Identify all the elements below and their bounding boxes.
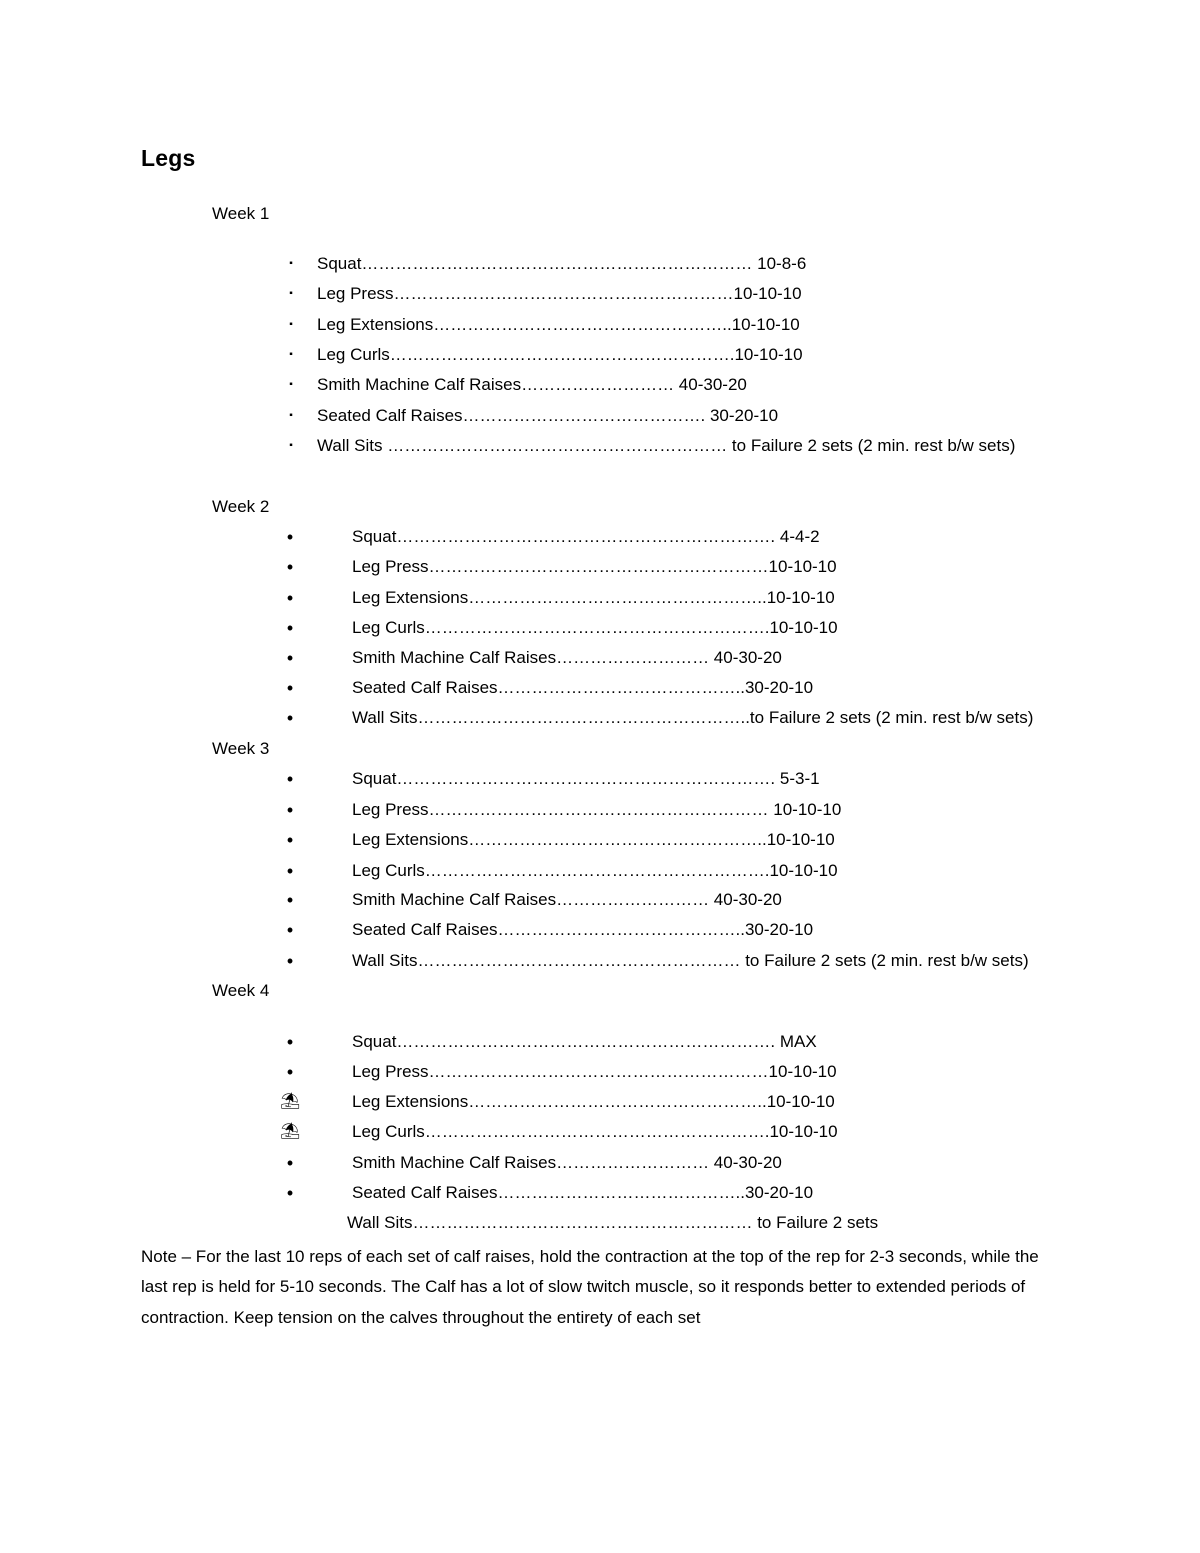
round-bullet-icon: • bbox=[286, 618, 294, 638]
square-bullet-icon: ▪ bbox=[289, 410, 293, 421]
round-bullet-icon: • bbox=[286, 1032, 294, 1052]
round-bullet-icon: • bbox=[286, 890, 294, 910]
exercise-line: Squat…………………………………………………………. MAX bbox=[352, 1032, 817, 1051]
round-bullet-icon: • bbox=[286, 800, 294, 820]
exercise-line: Wall Sits………………………………………………… to Failure 2 sets (2 min. rest b/w sets) bbox=[352, 951, 1029, 970]
exercise-line: Leg Press……………………………………………………10-10-10 bbox=[352, 1062, 837, 1081]
exercise-line: Leg Extensions……………………………………………..10-10-10 bbox=[352, 830, 835, 849]
umbrella-bullet-icon: ⛱ bbox=[280, 1123, 301, 1140]
exercise-line: Seated Calf Raises……………………………………..30-20-10 bbox=[352, 678, 814, 697]
exercise-line: Seated Calf Raises……………………………………. 30-20-10 bbox=[317, 406, 779, 425]
square-bullet-icon: ▪ bbox=[289, 319, 293, 330]
exercise-line: Wall Sits …………………………………………………… to Failure 2 sets (2 min. rest b/w sets) bbox=[317, 436, 1016, 455]
umbrella-bullet-icon: ⛱ bbox=[280, 1093, 301, 1110]
exercise-line: Smith Machine Calf Raises……………………… 40-30-20 bbox=[352, 890, 782, 909]
round-bullet-icon: • bbox=[286, 557, 294, 577]
exercise-line: Seated Calf Raises……………………………………..30-20-10 bbox=[352, 1183, 814, 1202]
exercise-line: Smith Machine Calf Raises……………………… 40-30-20 bbox=[352, 648, 782, 667]
exercise-line: Leg Press……………………………………………………10-10-10 bbox=[352, 557, 837, 576]
round-bullet-icon: • bbox=[286, 1183, 294, 1203]
exercise-line: Leg Press……………………………………………………10-10-10 bbox=[317, 284, 802, 303]
round-bullet-icon: • bbox=[286, 648, 294, 668]
round-bullet-icon: • bbox=[286, 861, 294, 881]
exercise-line: Leg Curls…………………………………………………….10-10-10 bbox=[352, 1122, 838, 1141]
exercise-line: Leg Extensions……………………………………………..10-10-10 bbox=[352, 588, 835, 607]
square-bullet-icon: ▪ bbox=[289, 258, 293, 269]
square-bullet-icon: ▪ bbox=[289, 379, 293, 390]
exercise-line: Squat…………………………………………………………. 4-4-2 bbox=[352, 527, 820, 546]
round-bullet-icon: • bbox=[286, 588, 294, 608]
round-bullet-icon: • bbox=[286, 830, 294, 850]
page-title: Legs bbox=[141, 145, 196, 171]
exercise-line: Leg Curls…………………………………………………….10-10-10 bbox=[317, 345, 803, 364]
week-3-heading: Week 3 bbox=[212, 739, 270, 758]
exercise-line: Smith Machine Calf Raises……………………… 40-30-20 bbox=[352, 1153, 782, 1172]
round-bullet-icon: • bbox=[286, 769, 294, 789]
exercise-line: Leg Extensions……………………………………………..10-10-10 bbox=[352, 1092, 835, 1111]
exercise-line: Leg Extensions……………………………………………..10-10-10 bbox=[317, 315, 800, 334]
exercise-line: Leg Curls…………………………………………………….10-10-10 bbox=[352, 618, 838, 637]
exercise-line: Wall Sits…………………………………………………… to Failure 2 sets bbox=[347, 1213, 879, 1232]
exercise-line: Leg Curls…………………………………………………….10-10-10 bbox=[352, 861, 838, 880]
round-bullet-icon: • bbox=[286, 678, 294, 698]
round-bullet-icon: • bbox=[286, 951, 294, 971]
square-bullet-icon: ▪ bbox=[289, 440, 293, 451]
week-1-heading: Week 1 bbox=[212, 204, 270, 223]
exercise-line: Squat…………………………………………………………. 5-3-1 bbox=[352, 769, 820, 788]
round-bullet-icon: • bbox=[286, 527, 294, 547]
square-bullet-icon: ▪ bbox=[289, 288, 293, 299]
round-bullet-icon: • bbox=[286, 1062, 294, 1082]
round-bullet-icon: • bbox=[286, 1153, 294, 1173]
exercise-line: Smith Machine Calf Raises……………………… 40-30-20 bbox=[317, 375, 747, 394]
exercise-line: Wall Sits…………………………………………………..to Failure 2 sets (2 min. rest b/w sets) bbox=[352, 708, 1034, 727]
exercise-line: Seated Calf Raises……………………………………..30-20-10 bbox=[352, 920, 814, 939]
week-4-heading: Week 4 bbox=[212, 981, 270, 1000]
round-bullet-icon: • bbox=[286, 920, 294, 940]
exercise-line: Leg Press…………………………………………………… 10-10-10 bbox=[352, 800, 842, 819]
exercise-line: Squat…………………………………………………………… 10-8-6 bbox=[317, 254, 807, 273]
note-paragraph: Note – For the last 10 reps of each set of calf raises, hold the contraction at the top of the rep for 2-3 seconds, while the last rep is held for 5-10 seconds. The Calf has a lot of slow twitch muscle, so it responds better to extended periods of contraction. Keep tension on the calves throughout the entirety of each set bbox=[141, 1247, 1039, 1327]
square-bullet-icon: ▪ bbox=[289, 349, 293, 360]
round-bullet-icon: • bbox=[286, 708, 294, 728]
week-2-heading: Week 2 bbox=[212, 497, 270, 516]
